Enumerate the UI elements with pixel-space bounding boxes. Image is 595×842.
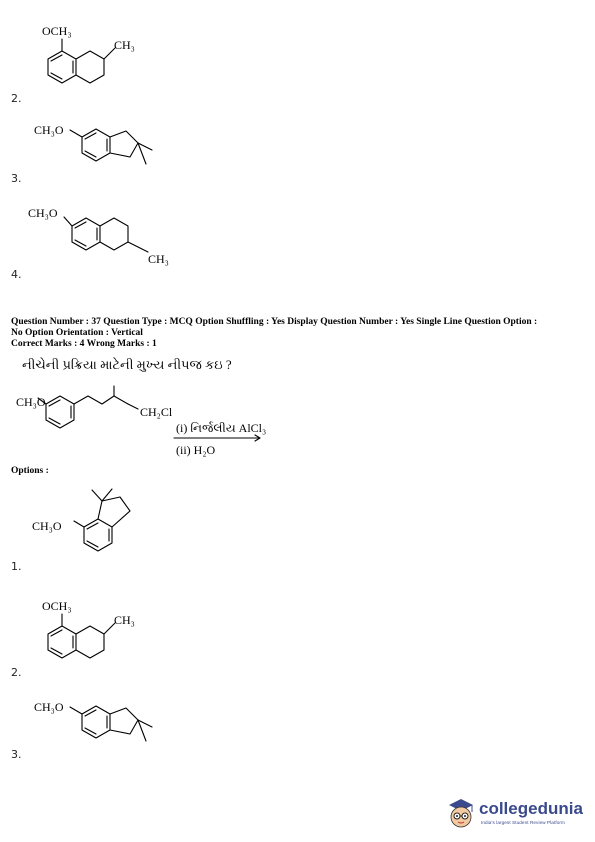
reaction-scheme — [10, 380, 280, 460]
question-meta-line2: No Option Orientation : Vertical — [11, 328, 143, 338]
condition-2-label: (ii) H₂O — [176, 443, 216, 457]
mascot-icon — [445, 796, 477, 830]
methyl-label: CH₃ — [114, 38, 135, 52]
methyl-label: CH₃ — [148, 252, 169, 266]
option-3-number[interactable]: 3. — [11, 748, 22, 761]
question-text: નીચેની પ્રક્રિયા માટેની મુખ્ય નીપજ કઇ ? — [22, 357, 232, 372]
methoxy-label: OCH₃ — [42, 24, 72, 38]
option-3-structure[interactable] — [20, 697, 180, 767]
prev-option-3-structure — [20, 120, 180, 190]
question-meta-line3: Correct Marks : 4 Wrong Marks : 1 — [11, 339, 157, 349]
methoxy-label: CH₃O — [28, 206, 58, 220]
logo-tagline: India's largest Student Review Platform — [481, 820, 565, 825]
methyl-label: CH₃ — [114, 613, 135, 627]
prev-option-3-number: 3. — [11, 172, 22, 185]
reactant-methoxy-label: CH₃O — [16, 395, 46, 409]
collegedunia-logo — [445, 796, 590, 832]
prev-option-2-number: 2. — [11, 92, 22, 105]
option-1-number[interactable]: 1. — [11, 560, 22, 573]
question-meta — [11, 317, 591, 350]
prev-option-4-number: 4. — [11, 268, 22, 281]
question-meta-line1: Question Number : 37 Question Type : MCQ Option Shuffling : Yes Display Question Number : Yes Single Line Question Option : — [11, 317, 538, 327]
condition-1-label: (i) નિર્જલીય AlCl₃ — [176, 421, 267, 435]
methoxy-label: CH₃O — [32, 519, 62, 533]
options-label: Options : — [11, 466, 49, 476]
methoxy-label: CH₃O — [34, 123, 64, 137]
option-2-structure[interactable] — [20, 595, 180, 675]
option-1-structure[interactable] — [20, 485, 180, 565]
prev-option-2-structure — [20, 20, 180, 100]
option-2-number[interactable]: 2. — [11, 666, 22, 679]
methoxy-label: OCH₃ — [42, 599, 72, 613]
prev-option-4-structure — [20, 200, 200, 275]
reactant-chloromethyl-label: CH₂Cl — [140, 405, 173, 419]
logo-wordmark: collegedunia — [479, 799, 583, 818]
methoxy-label: CH₃O — [34, 700, 64, 714]
